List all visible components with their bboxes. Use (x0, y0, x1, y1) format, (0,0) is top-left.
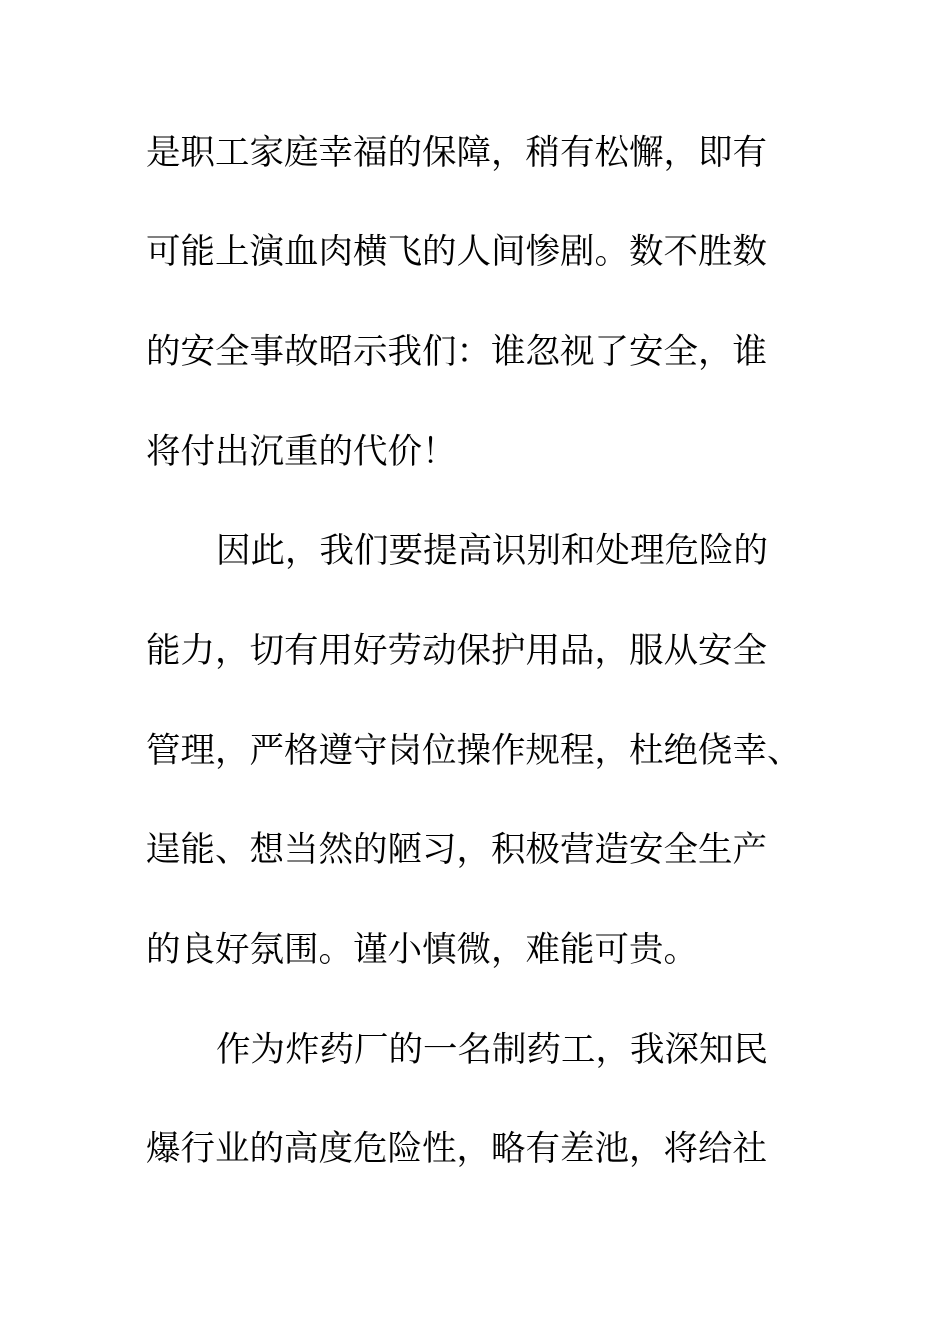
text-line: 逞能、想当然的陋习，积极营造安全生产 (146, 830, 767, 870)
text-line: 的安全事故昭示我们：谁忽视了安全，谁 (146, 332, 767, 372)
text-line: 能力，切有用好劳动保护用品，服从安全 (146, 631, 767, 671)
paragraph-first-line: 因此，我们要提高识别和处理危险的 (216, 531, 768, 571)
text-line: 是职工家庭幸福的保障，稍有松懈，即有 (146, 133, 767, 173)
text-line: 可能上演血肉横飞的人间惨剧。数不胜数 (146, 232, 767, 272)
text-line: 将付出沉重的代价！ (146, 432, 457, 472)
text-line: 管理，严格遵守岗位操作规程，杜绝侥幸、 (146, 731, 802, 771)
text-line: 的良好氛围。谨小慎微，难能可贵。 (146, 930, 698, 970)
text-line: 爆行业的高度危险性，略有差池，将给社 (146, 1129, 767, 1169)
paragraph-first-line: 作为炸药厂的一名制药工，我深知民 (216, 1030, 768, 1070)
